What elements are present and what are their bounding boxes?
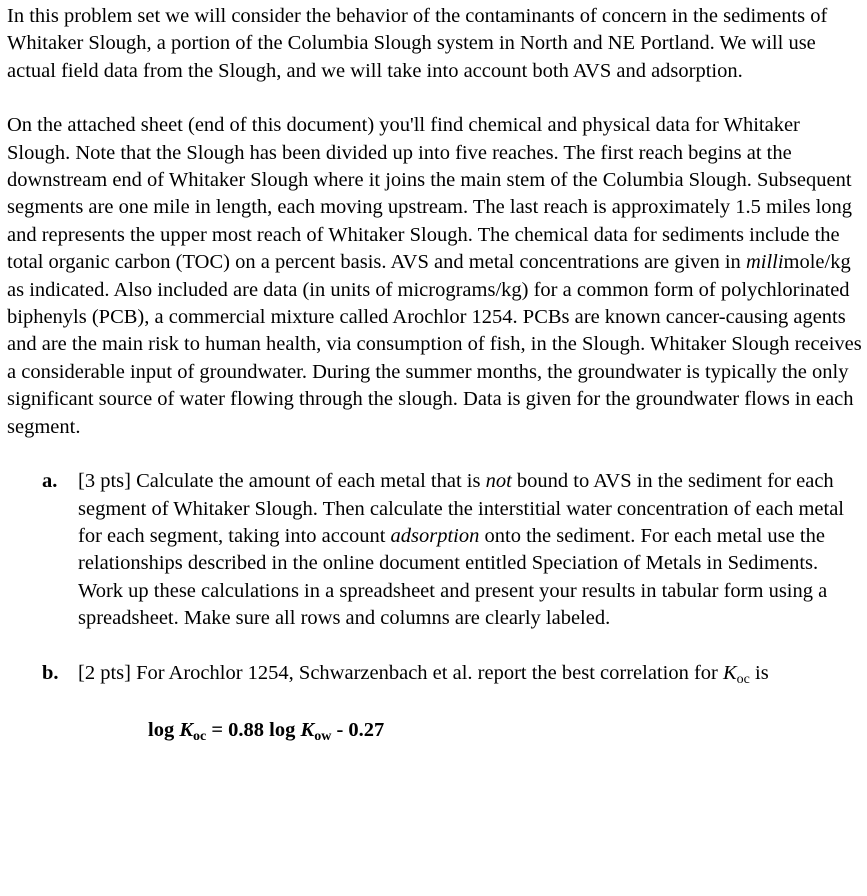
formula-ow-subscript: ow [314,728,332,744]
formula-prefix: log [148,718,180,741]
question-a-text-3: onto the sediment. For each metal use the relationships described in the online document entitled Speciation of Metals in Sediments. Work up these calculations in a spreadsheet and present your results in tabular form using a spreadsheet. Make sure all rows and columns are clearly labeled. [78,524,828,630]
question-a-text-2: bound to AVS in the sediment for each segment of Whitaker Slough. Then calculate the interstitial water concentration of each metal for each segment, taking into account [78,470,844,547]
question-item-b [7,660,863,687]
intro-text: In this problem set we will consider the behavior of the contaminants of concern in the sediments of Whitaker Slough, a portion of the Columbia Slough system in North and NE Portland. We will use actual field data from the Slough, and we will take into account both AVS and adsorption. [7,5,828,82]
data-description-paragraph [7,112,863,441]
data-description-text-2: mole/kg as indicated. Also included are data (in units of micrograms/kg) for a common form of polychlorinated biphenyls (PCB), a commercial mixture called Arochlor 1254. PCBs are known cancer-causing agents and are the main risk to human health, via consumption of fish, in the Slough. Whitaker Slough receives a considerable input of groundwater. During the summer months, the groundwater is typically the only significant source of water flowing through the slough. Data is given for the groundwater flows in each segment. [7,251,862,438]
question-b-text-2: is [749,661,769,684]
formula-middle: = 0.88 log [206,718,301,741]
intro-paragraph [7,3,863,85]
question-a-italic-adsorption: adsorption [390,524,480,547]
question-label-b: b. [42,661,59,684]
question-label-a: a. [42,470,58,493]
question-a-italic-not: not [485,470,512,493]
question-text-b [78,660,863,687]
formula-oc-subscript: oc [193,728,207,744]
question-b-text-1: For Arochlor 1254, Schwarzenbach et al. report the best correlation for [130,661,723,684]
question-points-a: [3 pts] [78,470,131,493]
question-b-k-subscript: oc [736,671,750,687]
question-a-text-1: Calculate the amount of each metal that is [130,470,486,493]
formula-suffix: - 0.27 [331,718,385,741]
formula-k-ow-symbol: K [300,718,315,741]
koc-formula [7,717,863,744]
data-description-text-1: On the attached sheet (end of this document) you'll find chemical and physical data for Whitaker Slough. Note that the Slough has been divided up into five reaches. The first reach begins at the downstream end of Whitaker Slough where it joins the main stem of the Columbia Slough. Subsequent segments are one mile in length, each moving upstream. The last reach is approximately 1.5 miles long and represents the upper most reach of Whitaker Slough. The chemical data for sediments include the total organic carbon (TOC) on a percent basis. AVS and metal concentrations are given in [7,114,853,274]
document-page [7,3,863,744]
question-text-a [78,468,863,632]
question-item-a [7,468,863,632]
question-b-k-symbol: K [722,661,737,684]
formula-k-oc-symbol: K [179,718,194,741]
data-description-italic-milli: milli [745,251,784,274]
question-points-b: [2 pts] [78,661,131,684]
question-list [7,468,863,687]
